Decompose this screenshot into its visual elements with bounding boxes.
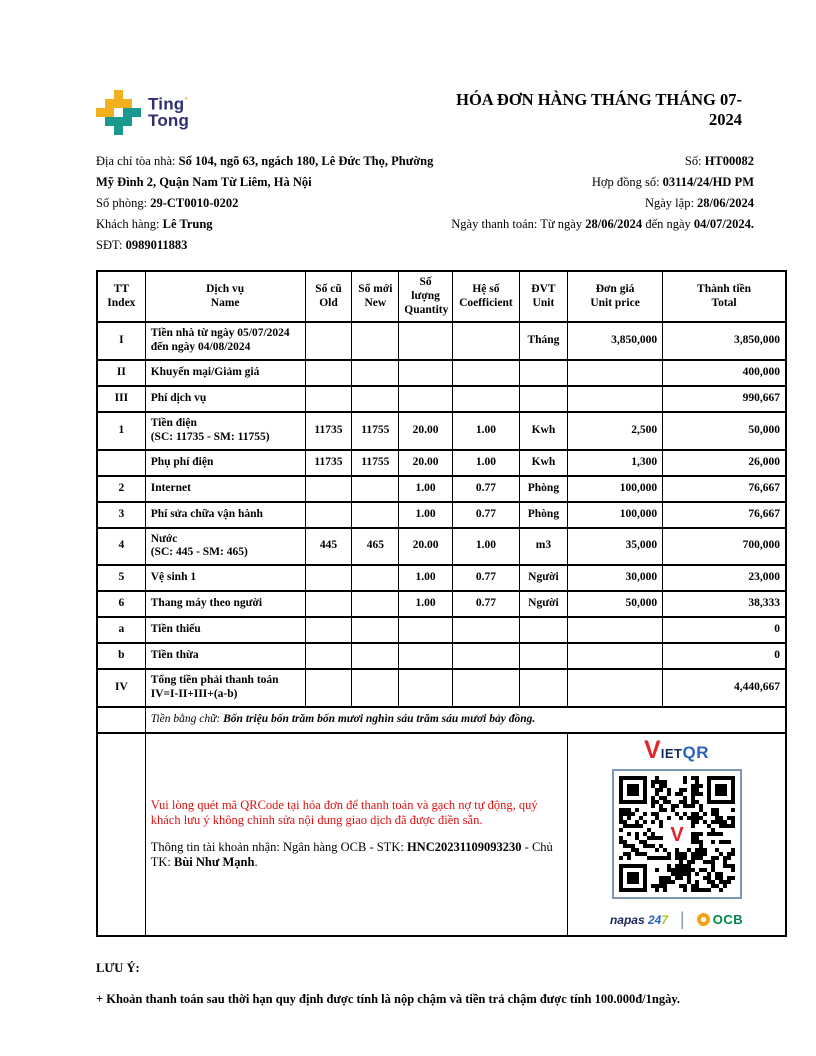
- cell-total: 990,667: [663, 386, 786, 412]
- cell-old: [305, 322, 352, 360]
- cell-coef: [452, 322, 519, 360]
- payment-brands: [573, 909, 780, 931]
- qr-code: [619, 776, 735, 892]
- cell-qty: 1.00: [399, 476, 453, 502]
- cell-new: 465: [352, 528, 399, 566]
- cell-coef: 0.77: [452, 502, 519, 528]
- phone-value: 0989011883: [125, 238, 188, 252]
- cell-qty: [399, 669, 453, 707]
- cell-unit: [519, 643, 567, 669]
- cell-price: [568, 643, 663, 669]
- ocb-logo: OCB: [697, 912, 743, 928]
- cell-new: [352, 617, 399, 643]
- cell-qty: [399, 322, 453, 360]
- cell-price: 100,000: [568, 502, 663, 528]
- cell-qty: [399, 617, 453, 643]
- tingtong-logo-icon: [96, 90, 141, 135]
- invoice-summary-rows: [97, 707, 786, 936]
- cell-old: [305, 565, 352, 591]
- cell-total: 50,000: [663, 412, 786, 450]
- cell-total: 76,667: [663, 502, 786, 528]
- cell-qty: [399, 643, 453, 669]
- empty-cell: [97, 707, 145, 733]
- cell-coef: [452, 669, 519, 707]
- table-row: [97, 476, 786, 502]
- cell-name: Phí sửa chữa vận hành: [145, 502, 305, 528]
- invoice-number-value: HT00082: [704, 154, 754, 168]
- cell-unit: [519, 360, 567, 386]
- cell-price: 1,300: [568, 450, 663, 476]
- room-number-line: Số phòng: 29-CT0010-0202: [96, 196, 239, 210]
- customer-value: Lê Trung: [162, 217, 213, 231]
- building-address-line: Địa chỉ tòa nhà: Số 104, ngõ 63, ngách 180, Lê Đức Thọ, Phường Mỹ Đình 2, Quận Nam Từ Liêm, Hà Nội: [96, 154, 434, 189]
- table-row: [97, 360, 786, 386]
- table-row: [97, 565, 786, 591]
- cell-price: [568, 669, 663, 707]
- empty-cell: [97, 733, 145, 936]
- column-header-new: Số mới New: [352, 271, 399, 322]
- cell-total: 3,850,000: [663, 322, 786, 360]
- cell-tt: 1: [97, 412, 145, 450]
- column-header-total: Thành tiền Total: [663, 271, 786, 322]
- cell-new: 11755: [352, 412, 399, 450]
- table-row: [97, 669, 786, 707]
- cell-total: 0: [663, 643, 786, 669]
- cell-unit: Kwh: [519, 412, 567, 450]
- table-row: [97, 591, 786, 617]
- column-header-coefficient: Hệ số Coefficient: [452, 271, 519, 322]
- footer-notes: [96, 961, 787, 1007]
- table-row: [97, 450, 786, 476]
- cell-name: Thang máy theo người: [145, 591, 305, 617]
- column-header-unit: ĐVT Unit: [519, 271, 567, 322]
- cell-tt: a: [97, 617, 145, 643]
- cell-unit: Người: [519, 565, 567, 591]
- cell-old: [305, 502, 352, 528]
- cell-name: Internet: [145, 476, 305, 502]
- invoice-title: HÓA ĐƠN HÀNG THÁNG THÁNG 07-2024: [456, 90, 742, 130]
- column-header-quantity: Số lượng Quantity: [399, 271, 453, 322]
- cell-name: Tiền nhà từ ngày 05/07/2024 đến ngày 04/08/2024: [145, 322, 305, 360]
- column-header-index: TT Index: [97, 271, 145, 322]
- cell-name: Tiền điện (SC: 11735 - SM: 11755): [145, 412, 305, 450]
- cell-name: Phí dịch vụ: [145, 386, 305, 412]
- cell-coef: 0.77: [452, 565, 519, 591]
- cell-tt: b: [97, 643, 145, 669]
- cell-qty: 1.00: [399, 502, 453, 528]
- cell-new: [352, 669, 399, 707]
- cell-coef: 1.00: [452, 450, 519, 476]
- cell-name: Khuyến mại/Giảm giá: [145, 360, 305, 386]
- cell-old: [305, 669, 352, 707]
- cell-name: Vệ sinh 1: [145, 565, 305, 591]
- cell-tt: III: [97, 386, 145, 412]
- cell-price: [568, 617, 663, 643]
- phone-line: SĐT: 0989011883: [96, 238, 188, 252]
- account-info-line: Thông tin tài khoản nhận: Ngân hàng OCB - STK: HNC20231109093230 - Chủ TK: Bùi Như Mạnh.: [150, 840, 553, 870]
- cell-total: 23,000: [663, 565, 786, 591]
- cell-new: [352, 502, 399, 528]
- amount-in-words-row: [97, 707, 786, 733]
- cell-total: 0: [663, 617, 786, 643]
- table-row: [97, 502, 786, 528]
- cell-new: [352, 591, 399, 617]
- cell-qty: 1.00: [399, 591, 453, 617]
- cell-tt: IV: [97, 669, 145, 707]
- cell-unit: Phòng: [519, 502, 567, 528]
- svg-text:V: V: [669, 824, 684, 847]
- qr-code-frame: [612, 769, 742, 899]
- cell-coef: [452, 643, 519, 669]
- issue-date-value: 28/06/2024: [697, 196, 754, 210]
- customer-line: Khách hàng: Lê Trung: [96, 217, 213, 231]
- invoice-rows: [97, 322, 786, 706]
- cell-tt: 5: [97, 565, 145, 591]
- invoice-table: [96, 270, 787, 937]
- amount-in-words-value: Bốn triệu bốn trăm bốn mươi nghìn sáu trăm sáu mươi bảy đồng.: [223, 712, 536, 725]
- cell-old: [305, 591, 352, 617]
- account-number-value: HNC20231109093230: [406, 840, 522, 855]
- cell-new: [352, 322, 399, 360]
- info-left-column: [96, 151, 448, 256]
- cell-name: Nước (SC: 445 - SM: 465): [145, 528, 305, 566]
- column-header-old: Số cũ Old: [305, 271, 352, 322]
- brand-divider: |: [680, 909, 685, 930]
- cell-name: Tiền thừa: [145, 643, 305, 669]
- cell-new: [352, 386, 399, 412]
- cell-qty: [399, 360, 453, 386]
- cell-unit: Phòng: [519, 476, 567, 502]
- cell-coef: 0.77: [452, 591, 519, 617]
- contract-number-line: Hợp đồng số: 03114/24/HD PM: [591, 175, 754, 189]
- cell-qty: 20.00: [399, 450, 453, 476]
- cell-total: 76,667: [663, 476, 786, 502]
- cell-old: [305, 617, 352, 643]
- cell-coef: 0.77: [452, 476, 519, 502]
- invoice-info: [96, 151, 787, 256]
- table-row: [97, 528, 786, 566]
- cell-qty: 20.00: [399, 528, 453, 566]
- cell-qty: 1.00: [399, 565, 453, 591]
- cell-total: 700,000: [663, 528, 786, 566]
- cell-unit: [519, 669, 567, 707]
- cell-coef: 1.00: [452, 412, 519, 450]
- napas247-logo: napas 247: [609, 912, 669, 927]
- cell-tt: 4: [97, 528, 145, 566]
- cell-name: Phụ phí điện: [145, 450, 305, 476]
- cell-unit: [519, 386, 567, 412]
- cell-new: [352, 476, 399, 502]
- cell-old: [305, 476, 352, 502]
- invoice-table-header: [97, 271, 786, 322]
- issue-date-line: Ngày lập: 28/06/2024: [644, 196, 754, 210]
- cell-tt: 2: [97, 476, 145, 502]
- cell-old: 11735: [305, 450, 352, 476]
- cell-coef: 1.00: [452, 528, 519, 566]
- cell-price: 50,000: [568, 591, 663, 617]
- trademark-mark: °: [184, 95, 189, 106]
- cell-name: Tổng tiền phải thanh toán IV=I-II+III+(a-b): [145, 669, 305, 707]
- table-row: [97, 322, 786, 360]
- cell-price: [568, 360, 663, 386]
- room-number-value: 29-CT0010-0202: [150, 196, 239, 210]
- column-header-name: Dịch vụ Name: [145, 271, 305, 322]
- cell-name: Tiền thiếu: [145, 617, 305, 643]
- cell-price: 3,850,000: [568, 322, 663, 360]
- cell-tt: 6: [97, 591, 145, 617]
- tingtong-logo: [96, 90, 189, 135]
- cell-new: [352, 360, 399, 386]
- table-row: [97, 412, 786, 450]
- column-header-unit-price: Đơn giá Unit price: [568, 271, 663, 322]
- cell-old: [305, 360, 352, 386]
- cell-unit: Người: [519, 591, 567, 617]
- table-row: [97, 386, 786, 412]
- cell-coef: [452, 386, 519, 412]
- cell-total: 26,000: [663, 450, 786, 476]
- cell-new: [352, 565, 399, 591]
- info-right-column: [448, 151, 787, 256]
- cell-old: 11735: [305, 412, 352, 450]
- cell-qty: [399, 386, 453, 412]
- header: [96, 90, 787, 135]
- amount-in-words-cell: Tiền bằng chữ: Bốn triệu bốn trăm bốn mươi nghìn sáu trăm sáu mươi bảy đồng.: [145, 707, 786, 733]
- cell-old: [305, 386, 352, 412]
- cell-total: 4,440,667: [663, 669, 786, 707]
- cell-tt: II: [97, 360, 145, 386]
- vietqr-logo: V IET QR: [644, 735, 709, 764]
- cell-price: 30,000: [568, 565, 663, 591]
- late-payment-note: + Khoản thanh toán sau thời hạn quy định được tính là nộp chậm và tiền trả chậm được tính 100.000đ/1ngày.: [96, 991, 681, 1006]
- cell-new: [352, 643, 399, 669]
- payment-period-line: Ngày thanh toán: Từ ngày 28/06/2024 đến ngày 04/07/2024.: [451, 217, 754, 231]
- building-address-value: Số 104, ngõ 63, ngách 180, Lê Đức Thọ, Phường Mỹ Đình 2, Quận Nam Từ Liêm, Hà Nội: [96, 154, 434, 189]
- cell-tt: I: [97, 322, 145, 360]
- table-row: [97, 617, 786, 643]
- cell-coef: [452, 360, 519, 386]
- tingtong-logo-text: Ting° Tong: [148, 94, 190, 130]
- cell-price: [568, 386, 663, 412]
- cell-unit: m3: [519, 528, 567, 566]
- cell-unit: [519, 617, 567, 643]
- qr-warning-note: Vui lòng quét mã QRCode tại hóa đơn để thanh toán và gạch nợ tự động, quý khách lưu ý không chỉnh sửa nội dung giao dịch đã được điền sẵn.: [150, 798, 538, 828]
- qr-code-cell: [568, 733, 786, 936]
- cell-tt: 3: [97, 502, 145, 528]
- cell-tt: [97, 450, 145, 476]
- contract-number-value: 03114/24/HD PM: [662, 175, 754, 189]
- cell-new: 11755: [352, 450, 399, 476]
- cell-old: [305, 643, 352, 669]
- cell-total: 38,333: [663, 591, 786, 617]
- notice-title: LƯU Ý:: [96, 960, 140, 975]
- cell-coef: [452, 617, 519, 643]
- account-holder-value: Bùi Như Mạnh: [173, 855, 255, 870]
- qr-payment-row: [97, 733, 786, 936]
- cell-old: 445: [305, 528, 352, 566]
- cell-price: 35,000: [568, 528, 663, 566]
- payment-note-cell: [145, 733, 567, 936]
- cell-qty: 20.00: [399, 412, 453, 450]
- cell-price: 2,500: [568, 412, 663, 450]
- invoice-number-line: Số: HT00082: [684, 154, 754, 168]
- table-row: [97, 643, 786, 669]
- ocb-icon: [697, 913, 710, 926]
- cell-total: 400,000: [663, 360, 786, 386]
- cell-unit: Tháng: [519, 322, 567, 360]
- cell-price: 100,000: [568, 476, 663, 502]
- cell-unit: Kwh: [519, 450, 567, 476]
